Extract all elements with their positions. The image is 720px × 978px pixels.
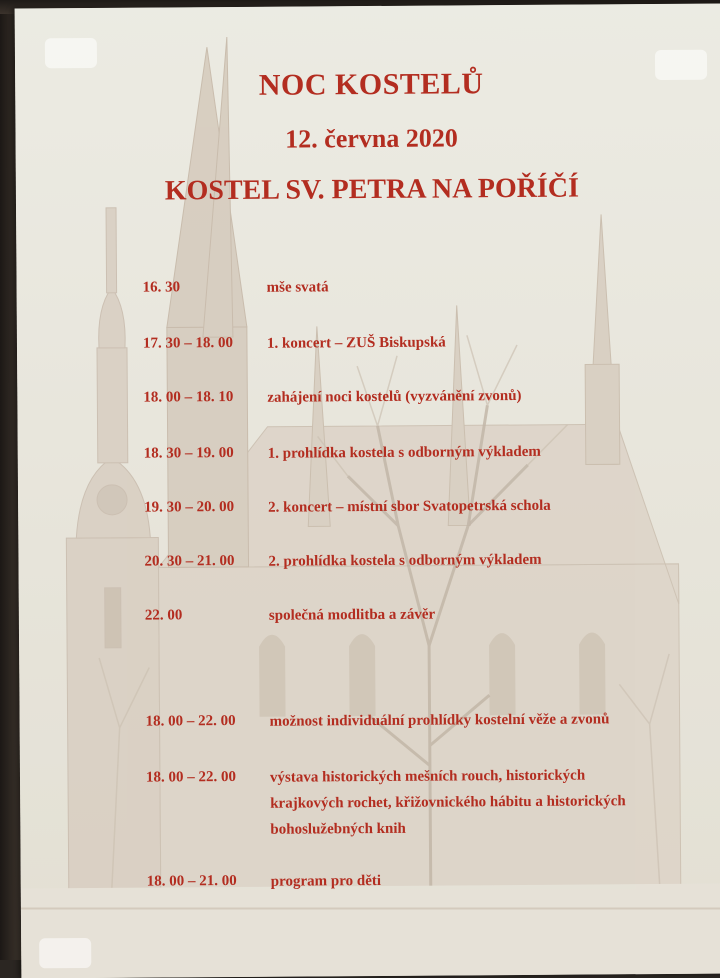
schedule-event: možnost individuální prohlídky kostelní věže a zvonů [269,711,610,730]
schedule-time: 19. 30 – 20. 00 [144,498,235,516]
tape-top-left [45,38,97,68]
schedule-event: 2. koncert – místní sbor Svatopetrská schola [268,497,551,516]
schedule-time: 20. 30 – 21. 00 [144,552,235,570]
schedule-time: 18. 30 – 19. 00 [143,444,234,462]
schedule-event: 1. koncert – ZUŠ Biskupská [266,334,446,352]
schedule-event-line: bohoslužebných knih [270,820,406,838]
schedule-event: společná modlitba a závěr [268,606,436,624]
schedule-event: zahájení noci kostelů (vyzvánění zvonů) [267,387,522,406]
schedule-event: mše svatá [266,279,329,296]
schedule-time: 17. 30 – 18. 00 [142,334,234,352]
schedule-time: 16. 30 [142,279,181,296]
schedule-time: 18. 00 – 22. 00 [145,768,237,786]
schedule-time: 22. 00 [144,607,183,624]
schedule-time: 18. 00 – 18. 10 [143,388,234,406]
schedule-time: 18. 00 – 21. 00 [146,872,237,890]
poster-title: NOC KOSTELŮ [258,67,484,102]
poster [15,4,720,978]
schedule-event: 1. prohlídka kostela s odborným výkladem [267,443,541,462]
schedule-event: 2. prohlídka kostela s odborným výkladem [268,551,542,570]
schedule-time: 18. 00 – 22. 00 [145,712,236,730]
schedule-event: program pro děti [270,872,382,890]
poster-church-name: KOSTEL SV. PETRA NA POŘÍČÍ [164,172,580,207]
schedule-event-line: výstava historických mešních rouch, historických [269,767,586,786]
tape-bottom-left [39,938,91,968]
schedule-event-line: krajkových rochet, křižovnického hábitu a historických [270,793,626,812]
poster-date: 12. června 2020 [285,123,458,154]
